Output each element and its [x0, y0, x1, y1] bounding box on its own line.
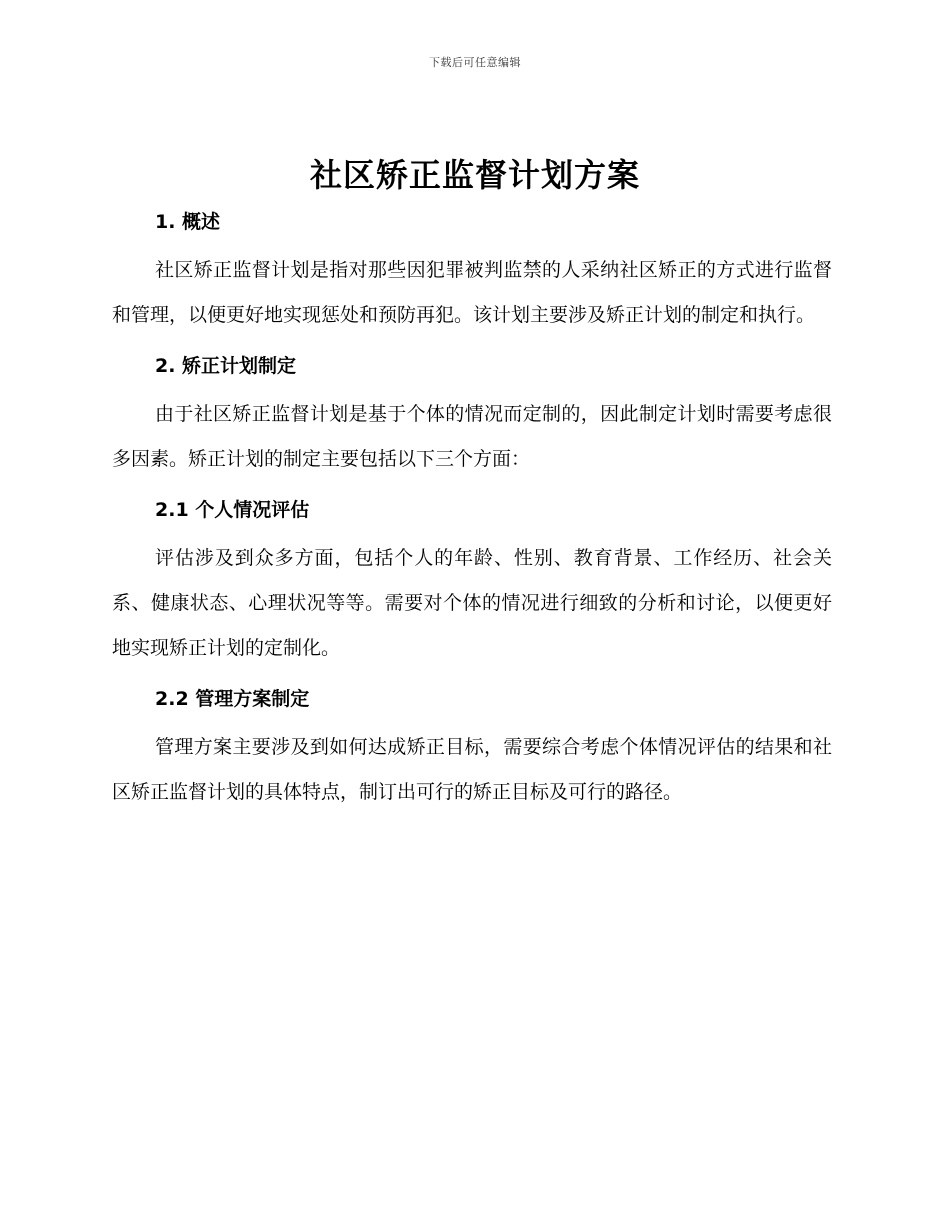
section-paragraph-management-plan: 管理方案主要涉及到如何达成矫正目标，需要综合考虑个体情况评估的结果和社区矫正监督计划的具体特点，制订出可行的矫正目标及可行的路径。 [112, 736, 832, 803]
section-heading-management-plan: 2.2 管理方案制定 [155, 688, 310, 710]
section-heading-plan-formulation: 2. 矫正计划制定 [155, 355, 297, 377]
section-paragraph-personal-assessment: 评估涉及到众多方面，包括个人的年龄、性别、教育背景、工作经历、社会关系、健康状态、心理状况等等。需要对个体的情况进行细致的分析和讨论，以便更好地实现矫正计划的定制化。 [112, 547, 832, 659]
section-paragraph-overview: 社区矫正监督计划是指对那些因犯罪被判监禁的人采纳社区矫正的方式进行监督和管理，以便更好地实现惩处和预防再犯。该计划主要涉及矫正计划的制定和执行。 [112, 259, 832, 326]
document-body [112, 206, 832, 815]
header-note: 下载后可任意编辑 [429, 56, 521, 69]
section-paragraph-plan-formulation: 由于社区矫正监督计划是基于个体的情况而定制的，因此制定计划时需要考虑很多因素。矫正计划的制定主要包括以下三个方面： [112, 403, 832, 470]
section-heading-personal-assessment: 2.1 个人情况评估 [155, 499, 310, 521]
document-title: 社区矫正监督计划方案 [309, 156, 640, 194]
section-heading-overview: 1. 概述 [155, 211, 221, 233]
